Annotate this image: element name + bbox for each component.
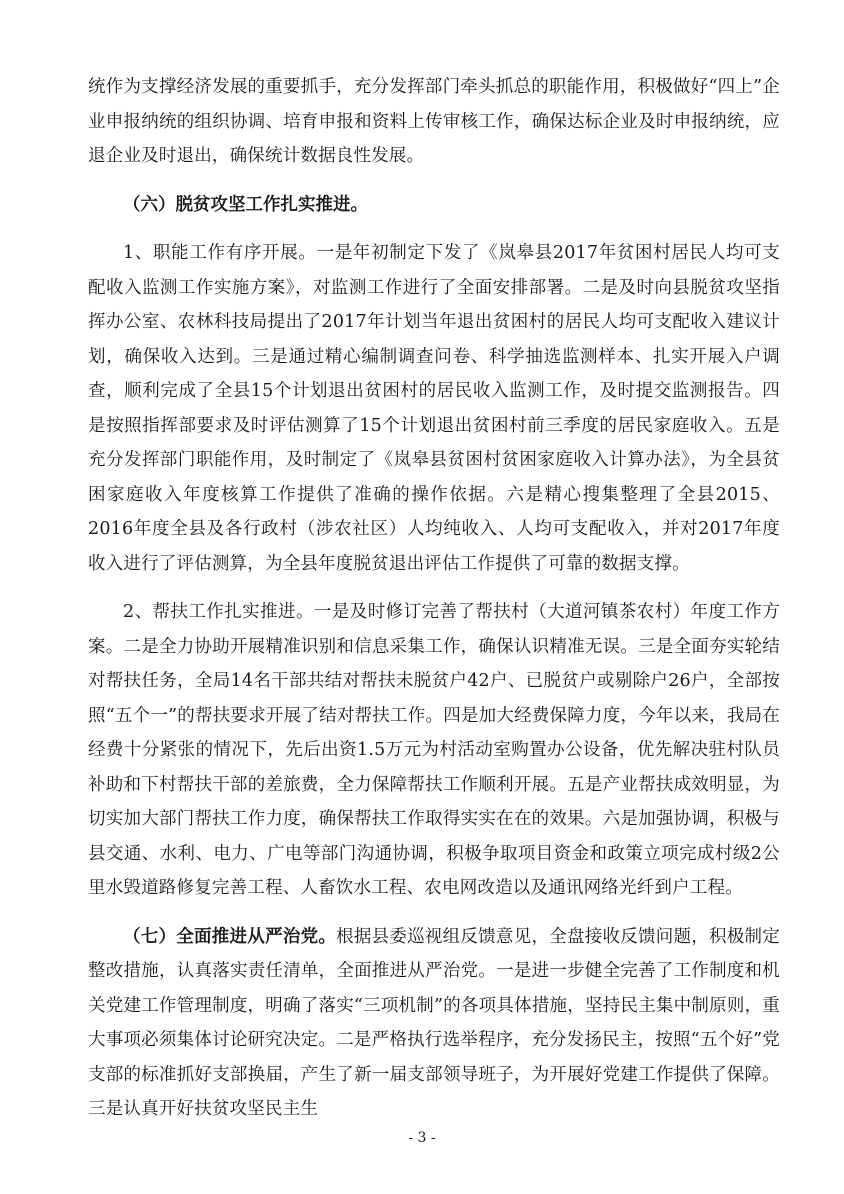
paragraph-assistance-work: 2、帮扶工作扎实推进。一是及时修订完善了帮扶村（大道河镇茶农村）年度工作方案。二是全力协助开展精准识别和信息采集工作，确保认识精准无误。三是全面夯实轮结对帮扶任务，全局14名干部共结对帮扶未脱贫户42户、已脱贫户或剔除户26户，全部按照“五个一”的帮扶要求开展了结对帮扶工作。四是加大经费保障力度，今年以来，我局在经费十分紧张的情况下，先后出资1.5万元为村活动室购置办公设备，优先解决驻村队员补助和下村帮扶干部的差旅费，全力保障帮扶工作顺利开展。五是产业帮扶成效明显，为切实加大部门帮扶工作力度，确保帮扶工作取得实实在在的效果。六是加强协调，积极与县交通、水利、电力、广电等部门沟通协调，积极争取项目资金和政策立项完成村级2公里水毁道路修复完善工程、人畜饮水工程、农电网改造以及通讯网络光纤到户工程。 [88, 602, 780, 898]
section-heading-six: （六）脱贫攻坚工作扎实推进。 [123, 194, 368, 215]
paragraph-party-discipline-body: 根据县委巡视组反馈意见，全盘接收反馈问题，积极制定整改措施，认真落实责任清单，全面推进从严治党。一是进一步健全完善了工作制度和机关党建工作管理制度，明确了落实“三项机制”的各项具体措施，坚持民主集中制原则，重大事项必须集体讨论研究决定。二是严格执行选举程序，充分发扬民主，按照“五个好”党支部的标准抓好支部换届，产生了新一届支部领导班子，为开展好党建工作提供了保障。三是认真开好扶贫攻坚民主生 [88, 926, 781, 1119]
section-heading-seven: （七）全面推进从严治党。 [123, 926, 337, 947]
paragraph-party-discipline [88, 920, 780, 1127]
paragraph-functional-work: 1、职能工作有序开展。一是年初制定下发了《岚皋县2017年贫困村居民人均可支配收入监测工作实施方案》，对监测工作进行了全面安排部署。二是及时向县脱贫攻坚指挥办公室、农林科技局提出了2017年计划当年退出贫困村的居民人均可支配收入建议计划，确保收入达到。三是通过精心编制调查问卷、科学抽选监测样本、扎实开展入户调查，顺利完成了全县15个计划退出贫困村的居民收入监测工作，及时提交监测报告。四是按照指挥部要求及时评估测算了15个计划退出贫困村前三季度的居民家庭收入。五是充分发挥部门职能作用，及时制定了《岚皋县贫困村贫困家庭收入计算办法》，为全县贫困家庭收入年度核算工作提供了准确的操作依据。六是精心搜集整理了全县2015、2016年度全县及各行政村（涉农社区）人均纯收入、人均可支配收入，并对2017年度收入进行了评估测算，为全县年度脱贫退出评估工作提供了可靠的数据支撑。 [88, 243, 780, 574]
document-page [88, 70, 780, 1141]
paragraph-continuation: 统作为支撑经济发展的重要抓手，充分发挥部门牵头抓总的职能作用，积极做好“四上”企业申报纳统的组织协调、培育申报和资料上传审核工作，确保达标企业及时申报纳统，应退企业及时退出，确保统计数据良性发展。 [88, 77, 780, 166]
page-number: - 3 - [408, 1130, 436, 1146]
